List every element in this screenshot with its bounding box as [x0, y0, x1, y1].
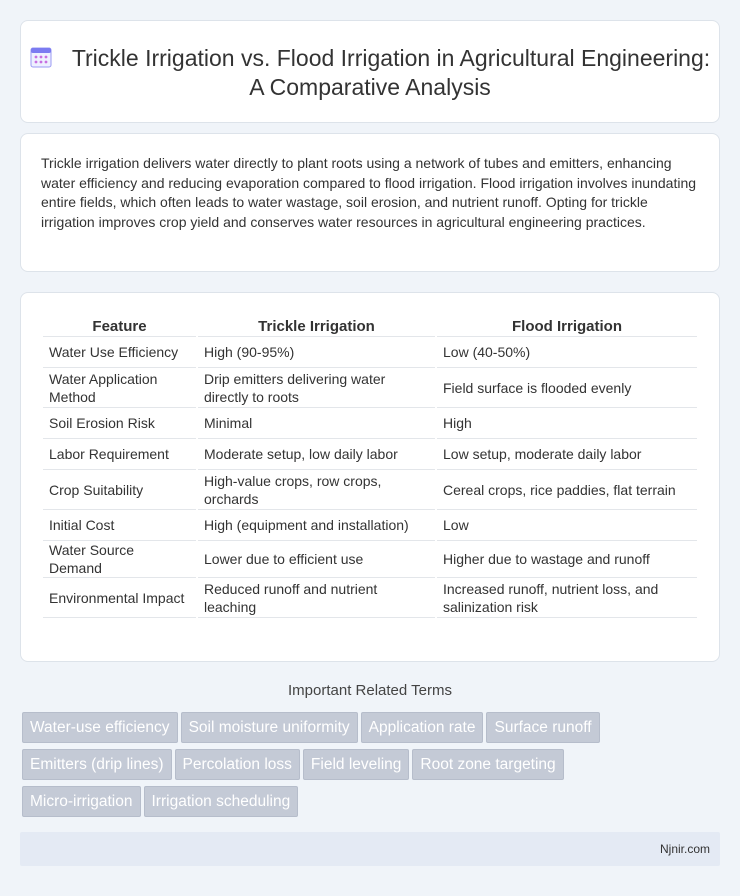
table-cell: Drip emitters delivering water directly to roots	[198, 368, 435, 408]
table-row	[43, 337, 697, 368]
related-term-tag[interactable]: Micro-irrigation	[22, 786, 141, 817]
footer	[20, 832, 720, 866]
table-row	[43, 470, 697, 510]
table-cell: Labor Requirement	[43, 439, 196, 470]
table-cell: Low setup, moderate daily labor	[437, 439, 697, 470]
table-cell: Water Source Demand	[43, 541, 196, 578]
table-cell: Water Application Method	[43, 368, 196, 408]
table-cell: Cereal crops, rice paddies, flat terrain	[437, 470, 697, 510]
summary-card	[20, 133, 720, 272]
table-cell: Moderate setup, low daily labor	[198, 439, 435, 470]
table-row	[43, 439, 697, 470]
summary-text: Trickle irrigation delivers water directly to plant roots using a network of tubes and emitters, enhancing water efficiency and reducing evaporation compared to flood irrigation. Flood irrigation involves inundating entire fields, which often leads to water wastage, soil erosion, and nutrient runoff. Opting for trickle irrigation improves crop yield and conserves water resources in agricultural engineering practices.	[41, 155, 697, 230]
calendar-icon	[30, 46, 52, 68]
related-term-tag[interactable]: Soil moisture uniformity	[181, 712, 358, 743]
table-cell: High (equipment and installation)	[198, 510, 435, 541]
table-cell: High	[437, 408, 697, 439]
related-term-tag[interactable]: Emitters (drip lines)	[22, 749, 172, 780]
title-card	[20, 20, 720, 123]
table-cell: Initial Cost	[43, 510, 196, 541]
comparison-table	[41, 313, 699, 618]
table-cell: Low (40-50%)	[437, 337, 697, 368]
table-cell: Increased runoff, nutrient loss, and salinization risk	[437, 578, 697, 618]
related-term-tag[interactable]: Surface runoff	[486, 712, 599, 743]
page-title	[21, 44, 719, 102]
column-header: Trickle Irrigation	[198, 313, 435, 337]
table-cell: Lower due to efficient use	[198, 541, 435, 578]
related-terms-list	[22, 712, 722, 823]
table-cell: High (90-95%)	[198, 337, 435, 368]
table-row	[43, 510, 697, 541]
related-term-tag[interactable]: Field leveling	[303, 749, 409, 780]
table-cell: Soil Erosion Risk	[43, 408, 196, 439]
related-terms-heading: Important Related Terms	[288, 682, 452, 699]
table-cell: Water Use Efficiency	[43, 337, 196, 368]
table-header-row	[43, 313, 697, 337]
page-title-text: Trickle Irrigation vs. Flood Irrigation in Agricultural Engineering: A Comparative Analysis	[71, 45, 711, 100]
comparison-table-card	[20, 292, 720, 662]
footer-site[interactable]: Njnir.com	[659, 842, 710, 856]
table-cell: Crop Suitability	[43, 470, 196, 510]
table-row	[43, 541, 697, 578]
related-term-tag[interactable]: Percolation loss	[175, 749, 300, 780]
related-term-tag[interactable]: Root zone targeting	[412, 749, 563, 780]
table-cell: High-value crops, row crops, orchards	[198, 470, 435, 510]
table-cell: Low	[437, 510, 697, 541]
related-term-tag[interactable]: Application rate	[361, 712, 484, 743]
table-row	[43, 368, 697, 408]
table-row	[43, 578, 697, 618]
table-row	[43, 408, 697, 439]
table-cell: Reduced runoff and nutrient leaching	[198, 578, 435, 618]
table-cell: Field surface is flooded evenly	[437, 368, 697, 408]
related-term-tag[interactable]: Water-use efficiency	[22, 712, 178, 743]
column-header: Flood Irrigation	[437, 313, 697, 337]
column-header: Feature	[43, 313, 196, 337]
table-cell: Minimal	[198, 408, 435, 439]
table-cell: Higher due to wastage and runoff	[437, 541, 697, 578]
related-term-tag[interactable]: Irrigation scheduling	[144, 786, 299, 817]
table-cell: Environmental Impact	[43, 578, 196, 618]
